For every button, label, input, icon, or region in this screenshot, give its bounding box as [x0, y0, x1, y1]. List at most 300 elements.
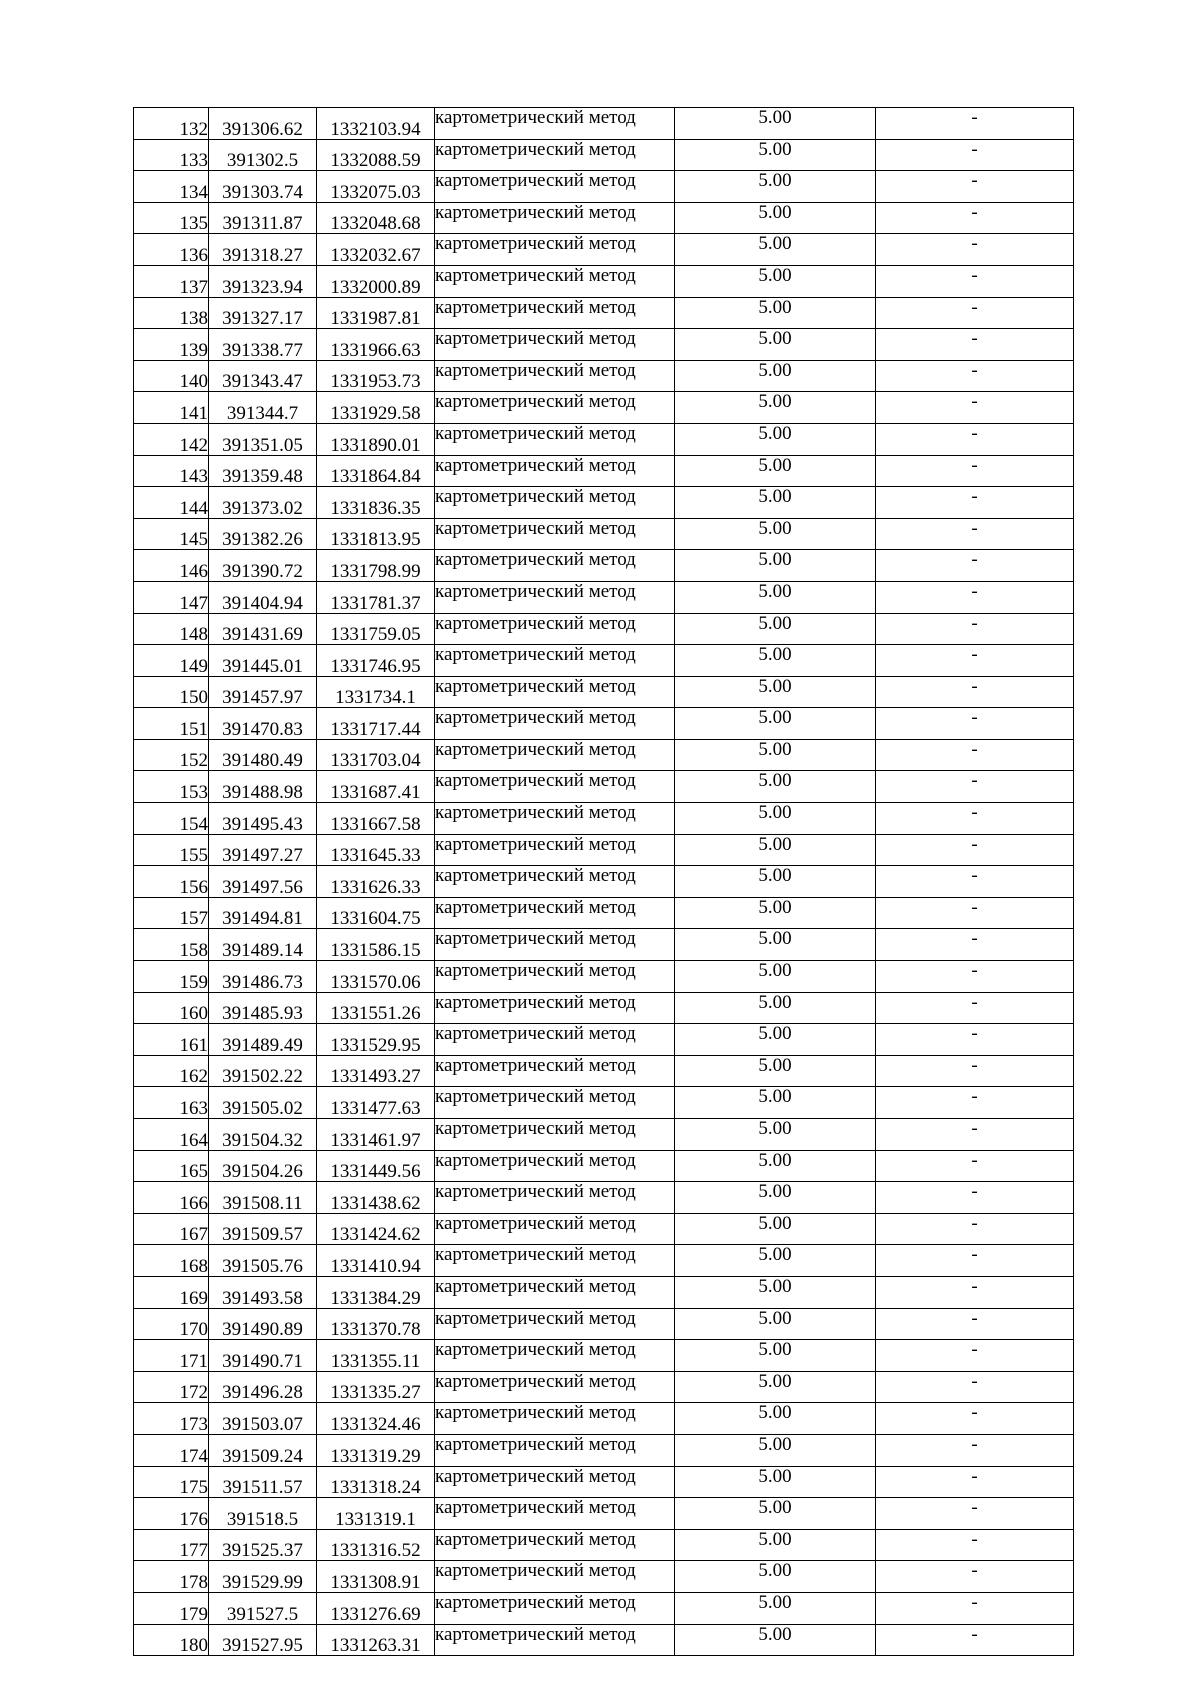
- y-coordinate-cell: 1331410.94: [317, 1245, 435, 1277]
- description-cell: -: [876, 897, 1074, 929]
- table-row: [134, 1466, 1074, 1498]
- method-cell: картометрический метод: [435, 297, 675, 329]
- x-coordinate-cell: 391311.87: [209, 202, 317, 234]
- accuracy-cell: 5.00: [675, 1150, 876, 1182]
- description-cell: -: [876, 1371, 1074, 1403]
- table-row: [134, 234, 1074, 266]
- x-coordinate-cell: 391480.49: [209, 739, 317, 771]
- description-cell: -: [876, 1119, 1074, 1151]
- point-number-cell: 164: [134, 1119, 209, 1151]
- y-coordinate-cell: 1331551.26: [317, 992, 435, 1024]
- table-row: [134, 961, 1074, 993]
- point-number-cell: 151: [134, 708, 209, 740]
- accuracy-cell: 5.00: [675, 423, 876, 455]
- description-cell: -: [876, 834, 1074, 866]
- table-row: [134, 108, 1074, 140]
- point-number-cell: 172: [134, 1371, 209, 1403]
- table-row: [134, 1119, 1074, 1151]
- y-coordinate-cell: 1332032.67: [317, 234, 435, 266]
- x-coordinate-cell: 391505.02: [209, 1087, 317, 1119]
- x-coordinate-cell: 391485.93: [209, 992, 317, 1024]
- y-coordinate-cell: 1331604.75: [317, 897, 435, 929]
- table-row: [134, 1498, 1074, 1530]
- method-cell: картометрический метод: [435, 1466, 675, 1498]
- accuracy-cell: 5.00: [675, 487, 876, 519]
- y-coordinate-cell: 1331645.33: [317, 834, 435, 866]
- point-number-cell: 154: [134, 803, 209, 835]
- point-number-cell: 139: [134, 329, 209, 361]
- x-coordinate-cell: 391511.57: [209, 1466, 317, 1498]
- table-row: [134, 1024, 1074, 1056]
- point-number-cell: 175: [134, 1466, 209, 1498]
- y-coordinate-cell: 1331370.78: [317, 1308, 435, 1340]
- accuracy-cell: 5.00: [675, 297, 876, 329]
- method-cell: картометрический метод: [435, 550, 675, 582]
- y-coordinate-cell: 1331717.44: [317, 708, 435, 740]
- point-number-cell: 135: [134, 202, 209, 234]
- point-number-cell: 162: [134, 1055, 209, 1087]
- x-coordinate-cell: 391486.73: [209, 961, 317, 993]
- table-row: [134, 992, 1074, 1024]
- description-cell: -: [876, 139, 1074, 171]
- table-row: [134, 1055, 1074, 1087]
- y-coordinate-cell: 1331570.06: [317, 961, 435, 993]
- method-cell: картометрический метод: [435, 1024, 675, 1056]
- table-row: [134, 1308, 1074, 1340]
- x-coordinate-cell: 391431.69: [209, 613, 317, 645]
- point-number-cell: 138: [134, 297, 209, 329]
- method-cell: картометрический метод: [435, 1119, 675, 1151]
- description-cell: -: [876, 392, 1074, 424]
- description-cell: -: [876, 739, 1074, 771]
- accuracy-cell: 5.00: [675, 961, 876, 993]
- accuracy-cell: 5.00: [675, 1340, 876, 1372]
- method-cell: картометрический метод: [435, 1213, 675, 1245]
- x-coordinate-cell: 391470.83: [209, 708, 317, 740]
- point-number-cell: 133: [134, 139, 209, 171]
- description-cell: -: [876, 961, 1074, 993]
- point-number-cell: 158: [134, 929, 209, 961]
- description-cell: -: [876, 1498, 1074, 1530]
- method-cell: картометрический метод: [435, 518, 675, 550]
- accuracy-cell: 5.00: [675, 329, 876, 361]
- method-cell: картометрический метод: [435, 1624, 675, 1656]
- accuracy-cell: 5.00: [675, 265, 876, 297]
- y-coordinate-cell: 1331929.58: [317, 392, 435, 424]
- method-cell: картометрический метод: [435, 866, 675, 898]
- method-cell: картометрический метод: [435, 392, 675, 424]
- y-coordinate-cell: 1332103.94: [317, 108, 435, 140]
- table-row: [134, 1561, 1074, 1593]
- x-coordinate-cell: 391490.71: [209, 1340, 317, 1372]
- accuracy-cell: 5.00: [675, 1087, 876, 1119]
- table-row: [134, 1592, 1074, 1624]
- point-number-cell: 166: [134, 1182, 209, 1214]
- y-coordinate-cell: 1332000.89: [317, 265, 435, 297]
- description-cell: -: [876, 455, 1074, 487]
- accuracy-cell: 5.00: [675, 834, 876, 866]
- point-number-cell: 141: [134, 392, 209, 424]
- accuracy-cell: 5.00: [675, 929, 876, 961]
- x-coordinate-cell: 391338.77: [209, 329, 317, 361]
- y-coordinate-cell: 1331759.05: [317, 613, 435, 645]
- method-cell: картометрический метод: [435, 1434, 675, 1466]
- x-coordinate-cell: 391505.76: [209, 1245, 317, 1277]
- description-cell: -: [876, 1213, 1074, 1245]
- method-cell: картометрический метод: [435, 455, 675, 487]
- y-coordinate-cell: 1331966.63: [317, 329, 435, 361]
- point-number-cell: 143: [134, 455, 209, 487]
- table-row: [134, 645, 1074, 677]
- accuracy-cell: 5.00: [675, 360, 876, 392]
- y-coordinate-cell: 1331890.01: [317, 423, 435, 455]
- method-cell: картометрический метод: [435, 108, 675, 140]
- description-cell: -: [876, 265, 1074, 297]
- y-coordinate-cell: 1331355.11: [317, 1340, 435, 1372]
- method-cell: картометрический метод: [435, 329, 675, 361]
- y-coordinate-cell: 1331493.27: [317, 1055, 435, 1087]
- point-number-cell: 165: [134, 1150, 209, 1182]
- x-coordinate-cell: 391509.57: [209, 1213, 317, 1245]
- x-coordinate-cell: 391494.81: [209, 897, 317, 929]
- description-cell: -: [876, 866, 1074, 898]
- accuracy-cell: 5.00: [675, 1592, 876, 1624]
- y-coordinate-cell: 1331529.95: [317, 1024, 435, 1056]
- y-coordinate-cell: 1331953.73: [317, 360, 435, 392]
- accuracy-cell: 5.00: [675, 1371, 876, 1403]
- point-number-cell: 137: [134, 265, 209, 297]
- description-cell: -: [876, 1182, 1074, 1214]
- x-coordinate-cell: 391489.14: [209, 929, 317, 961]
- accuracy-cell: 5.00: [675, 771, 876, 803]
- point-number-cell: 157: [134, 897, 209, 929]
- point-number-cell: 170: [134, 1308, 209, 1340]
- point-number-cell: 149: [134, 645, 209, 677]
- point-number-cell: 145: [134, 518, 209, 550]
- y-coordinate-cell: 1331318.24: [317, 1466, 435, 1498]
- point-number-cell: 159: [134, 961, 209, 993]
- method-cell: картометрический метод: [435, 834, 675, 866]
- description-cell: -: [876, 550, 1074, 582]
- point-number-cell: 167: [134, 1213, 209, 1245]
- description-cell: -: [876, 1403, 1074, 1435]
- point-number-cell: 171: [134, 1340, 209, 1372]
- accuracy-cell: 5.00: [675, 550, 876, 582]
- point-number-cell: 161: [134, 1024, 209, 1056]
- table-row: [134, 550, 1074, 582]
- accuracy-cell: 5.00: [675, 1529, 876, 1561]
- description-cell: -: [876, 581, 1074, 613]
- method-cell: картометрический метод: [435, 487, 675, 519]
- y-coordinate-cell: 1331586.15: [317, 929, 435, 961]
- method-cell: картометрический метод: [435, 1403, 675, 1435]
- x-coordinate-cell: 391351.05: [209, 423, 317, 455]
- accuracy-cell: 5.00: [675, 645, 876, 677]
- y-coordinate-cell: 1331781.37: [317, 581, 435, 613]
- table-row: [134, 1624, 1074, 1656]
- accuracy-cell: 5.00: [675, 139, 876, 171]
- accuracy-cell: 5.00: [675, 1213, 876, 1245]
- y-coordinate-cell: 1331308.91: [317, 1561, 435, 1593]
- description-cell: -: [876, 1340, 1074, 1372]
- method-cell: картометрический метод: [435, 1276, 675, 1308]
- x-coordinate-cell: 391509.24: [209, 1434, 317, 1466]
- coordinates-table: [133, 107, 1074, 1656]
- accuracy-cell: 5.00: [675, 455, 876, 487]
- description-cell: -: [876, 1466, 1074, 1498]
- method-cell: картометрический метод: [435, 708, 675, 740]
- table-row: [134, 1087, 1074, 1119]
- description-cell: -: [876, 992, 1074, 1024]
- x-coordinate-cell: 391404.94: [209, 581, 317, 613]
- x-coordinate-cell: 391390.72: [209, 550, 317, 582]
- x-coordinate-cell: 391497.27: [209, 834, 317, 866]
- y-coordinate-cell: 1331864.84: [317, 455, 435, 487]
- description-cell: -: [876, 1024, 1074, 1056]
- method-cell: картометрический метод: [435, 1055, 675, 1087]
- description-cell: -: [876, 1276, 1074, 1308]
- table-row: [134, 392, 1074, 424]
- coordinates-table-page: [133, 107, 1073, 1656]
- description-cell: -: [876, 423, 1074, 455]
- table-row: [134, 518, 1074, 550]
- table-row: [134, 1340, 1074, 1372]
- description-cell: -: [876, 1561, 1074, 1593]
- y-coordinate-cell: 1331438.62: [317, 1182, 435, 1214]
- description-cell: -: [876, 171, 1074, 203]
- x-coordinate-cell: 391504.32: [209, 1119, 317, 1151]
- x-coordinate-cell: 391359.48: [209, 455, 317, 487]
- point-number-cell: 178: [134, 1561, 209, 1593]
- x-coordinate-cell: 391457.97: [209, 676, 317, 708]
- x-coordinate-cell: 391527.5: [209, 1592, 317, 1624]
- point-number-cell: 168: [134, 1245, 209, 1277]
- y-coordinate-cell: 1331798.99: [317, 550, 435, 582]
- method-cell: картометрический метод: [435, 1371, 675, 1403]
- table-row: [134, 455, 1074, 487]
- accuracy-cell: 5.00: [675, 392, 876, 424]
- y-coordinate-cell: 1331449.56: [317, 1150, 435, 1182]
- y-coordinate-cell: 1331703.04: [317, 739, 435, 771]
- description-cell: -: [876, 1055, 1074, 1087]
- description-cell: -: [876, 803, 1074, 835]
- table-row: [134, 1529, 1074, 1561]
- description-cell: -: [876, 1150, 1074, 1182]
- table-row: [134, 265, 1074, 297]
- method-cell: картометрический метод: [435, 645, 675, 677]
- table-row: [134, 139, 1074, 171]
- accuracy-cell: 5.00: [675, 1466, 876, 1498]
- accuracy-cell: 5.00: [675, 518, 876, 550]
- accuracy-cell: 5.00: [675, 1245, 876, 1277]
- description-cell: -: [876, 771, 1074, 803]
- y-coordinate-cell: 1331687.41: [317, 771, 435, 803]
- accuracy-cell: 5.00: [675, 1624, 876, 1656]
- x-coordinate-cell: 391323.94: [209, 265, 317, 297]
- accuracy-cell: 5.00: [675, 1055, 876, 1087]
- description-cell: -: [876, 1434, 1074, 1466]
- method-cell: картометрический метод: [435, 961, 675, 993]
- coordinates-table-body: [134, 108, 1074, 1656]
- y-coordinate-cell: 1331276.69: [317, 1592, 435, 1624]
- description-cell: -: [876, 202, 1074, 234]
- point-number-cell: 156: [134, 866, 209, 898]
- point-number-cell: 134: [134, 171, 209, 203]
- accuracy-cell: 5.00: [675, 171, 876, 203]
- description-cell: -: [876, 1308, 1074, 1340]
- description-cell: -: [876, 645, 1074, 677]
- x-coordinate-cell: 391382.26: [209, 518, 317, 550]
- accuracy-cell: 5.00: [675, 708, 876, 740]
- x-coordinate-cell: 391502.22: [209, 1055, 317, 1087]
- x-coordinate-cell: 391527.95: [209, 1624, 317, 1656]
- y-coordinate-cell: 1331424.62: [317, 1213, 435, 1245]
- table-row: [134, 1182, 1074, 1214]
- description-cell: -: [876, 1245, 1074, 1277]
- method-cell: картометрический метод: [435, 171, 675, 203]
- table-row: [134, 202, 1074, 234]
- table-row: [134, 1371, 1074, 1403]
- table-row: [134, 803, 1074, 835]
- description-cell: -: [876, 518, 1074, 550]
- table-row: [134, 1245, 1074, 1277]
- table-row: [134, 929, 1074, 961]
- description-cell: -: [876, 329, 1074, 361]
- y-coordinate-cell: 1331263.31: [317, 1624, 435, 1656]
- table-row: [134, 897, 1074, 929]
- description-cell: -: [876, 1087, 1074, 1119]
- x-coordinate-cell: 391496.28: [209, 1371, 317, 1403]
- x-coordinate-cell: 391318.27: [209, 234, 317, 266]
- x-coordinate-cell: 391508.11: [209, 1182, 317, 1214]
- y-coordinate-cell: 1331335.27: [317, 1371, 435, 1403]
- table-row: [134, 676, 1074, 708]
- table-row: [134, 834, 1074, 866]
- description-cell: -: [876, 297, 1074, 329]
- description-cell: -: [876, 708, 1074, 740]
- accuracy-cell: 5.00: [675, 1434, 876, 1466]
- table-row: [134, 866, 1074, 898]
- point-number-cell: 144: [134, 487, 209, 519]
- method-cell: картометрический метод: [435, 613, 675, 645]
- x-coordinate-cell: 391490.89: [209, 1308, 317, 1340]
- table-row: [134, 1403, 1074, 1435]
- accuracy-cell: 5.00: [675, 581, 876, 613]
- point-number-cell: 155: [134, 834, 209, 866]
- x-coordinate-cell: 391495.43: [209, 803, 317, 835]
- point-number-cell: 174: [134, 1434, 209, 1466]
- accuracy-cell: 5.00: [675, 992, 876, 1024]
- accuracy-cell: 5.00: [675, 234, 876, 266]
- x-coordinate-cell: 391327.17: [209, 297, 317, 329]
- accuracy-cell: 5.00: [675, 866, 876, 898]
- method-cell: картометрический метод: [435, 1150, 675, 1182]
- accuracy-cell: 5.00: [675, 1308, 876, 1340]
- x-coordinate-cell: 391493.58: [209, 1276, 317, 1308]
- point-number-cell: 148: [134, 613, 209, 645]
- description-cell: -: [876, 613, 1074, 645]
- y-coordinate-cell: 1331384.29: [317, 1276, 435, 1308]
- accuracy-cell: 5.00: [675, 1182, 876, 1214]
- point-number-cell: 163: [134, 1087, 209, 1119]
- method-cell: картометрический метод: [435, 234, 675, 266]
- table-row: [134, 297, 1074, 329]
- method-cell: картометрический метод: [435, 139, 675, 171]
- x-coordinate-cell: 391445.01: [209, 645, 317, 677]
- method-cell: картометрический метод: [435, 929, 675, 961]
- method-cell: картометрический метод: [435, 1182, 675, 1214]
- table-row: [134, 581, 1074, 613]
- y-coordinate-cell: 1331836.35: [317, 487, 435, 519]
- x-coordinate-cell: 391497.56: [209, 866, 317, 898]
- x-coordinate-cell: 391343.47: [209, 360, 317, 392]
- method-cell: картометрический метод: [435, 897, 675, 929]
- table-row: [134, 613, 1074, 645]
- method-cell: картометрический метод: [435, 1308, 675, 1340]
- method-cell: картометрический метод: [435, 739, 675, 771]
- method-cell: картометрический метод: [435, 992, 675, 1024]
- description-cell: -: [876, 1624, 1074, 1656]
- method-cell: картометрический метод: [435, 1340, 675, 1372]
- table-row: [134, 171, 1074, 203]
- x-coordinate-cell: 391344.7: [209, 392, 317, 424]
- x-coordinate-cell: 391518.5: [209, 1498, 317, 1530]
- point-number-cell: 142: [134, 423, 209, 455]
- table-row: [134, 487, 1074, 519]
- method-cell: картометрический метод: [435, 1087, 675, 1119]
- accuracy-cell: 5.00: [675, 1276, 876, 1308]
- accuracy-cell: 5.00: [675, 676, 876, 708]
- table-row: [134, 329, 1074, 361]
- point-number-cell: 136: [134, 234, 209, 266]
- table-row: [134, 1213, 1074, 1245]
- y-coordinate-cell: 1331324.46: [317, 1403, 435, 1435]
- description-cell: -: [876, 108, 1074, 140]
- point-number-cell: 146: [134, 550, 209, 582]
- y-coordinate-cell: 1332048.68: [317, 202, 435, 234]
- y-coordinate-cell: 1331319.1: [317, 1498, 435, 1530]
- y-coordinate-cell: 1331319.29: [317, 1434, 435, 1466]
- method-cell: картометрический метод: [435, 771, 675, 803]
- point-number-cell: 177: [134, 1529, 209, 1561]
- point-number-cell: 140: [134, 360, 209, 392]
- method-cell: картометрический метод: [435, 1561, 675, 1593]
- method-cell: картометрический метод: [435, 423, 675, 455]
- description-cell: -: [876, 360, 1074, 392]
- table-row: [134, 771, 1074, 803]
- accuracy-cell: 5.00: [675, 1119, 876, 1151]
- table-row: [134, 1150, 1074, 1182]
- description-cell: -: [876, 1529, 1074, 1561]
- x-coordinate-cell: 391373.02: [209, 487, 317, 519]
- y-coordinate-cell: 1331734.1: [317, 676, 435, 708]
- description-cell: -: [876, 234, 1074, 266]
- y-coordinate-cell: 1331987.81: [317, 297, 435, 329]
- point-number-cell: 152: [134, 739, 209, 771]
- y-coordinate-cell: 1332075.03: [317, 171, 435, 203]
- x-coordinate-cell: 391504.26: [209, 1150, 317, 1182]
- method-cell: картометрический метод: [435, 1529, 675, 1561]
- x-coordinate-cell: 391503.07: [209, 1403, 317, 1435]
- point-number-cell: 132: [134, 108, 209, 140]
- y-coordinate-cell: 1331813.95: [317, 518, 435, 550]
- y-coordinate-cell: 1331667.58: [317, 803, 435, 835]
- method-cell: картометрический метод: [435, 360, 675, 392]
- x-coordinate-cell: 391489.49: [209, 1024, 317, 1056]
- table-row: [134, 1434, 1074, 1466]
- accuracy-cell: 5.00: [675, 739, 876, 771]
- method-cell: картометрический метод: [435, 1245, 675, 1277]
